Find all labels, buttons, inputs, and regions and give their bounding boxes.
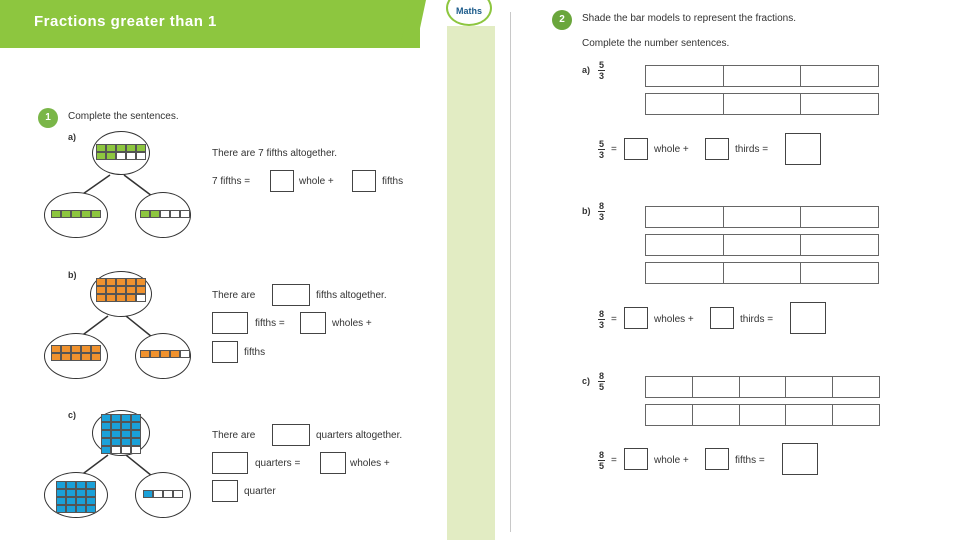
q2b-fraction-numerator: 8 xyxy=(598,201,604,211)
q2a-result-box[interactable] xyxy=(785,133,821,165)
q1a-whole-answer-box[interactable] xyxy=(270,170,294,192)
logo-text: Maths xyxy=(455,6,482,16)
q2a-bar-model-2[interactable] xyxy=(645,93,879,115)
q2c-bar-model-2[interactable] xyxy=(645,404,880,426)
q1b-label: b) xyxy=(68,270,77,280)
q1a-sentence-2-mid: whole + xyxy=(299,176,334,187)
q1b-whole-bars xyxy=(96,278,146,302)
q2a-thirds-box[interactable] xyxy=(705,138,729,160)
q2a-text-1: whole + xyxy=(654,144,689,155)
q2c-bar-model-1[interactable] xyxy=(645,376,880,398)
q1c-part-bar-right xyxy=(143,490,183,498)
q2a-equals: = xyxy=(611,144,617,155)
q2a-fraction xyxy=(598,60,605,81)
page-title: Fractions greater than 1 xyxy=(34,13,217,30)
q1b-sentence-3-end: fifths xyxy=(244,347,266,358)
q2a-sentence-fraction xyxy=(598,139,605,160)
q1b-part-bars-left xyxy=(51,345,101,361)
q1a-sentence-2-end: fifths xyxy=(382,176,404,187)
q2b-equals: = xyxy=(611,314,617,325)
q2b-fraction xyxy=(598,201,605,222)
q2b-bar-model-1[interactable] xyxy=(645,206,879,228)
q1b-total-fifths-box[interactable] xyxy=(272,284,310,306)
q2b-bar-model-2[interactable] xyxy=(645,234,879,256)
q1c-sentence-1-end: quarters altogether. xyxy=(316,430,403,441)
q1b-sentence-1-start: There are xyxy=(212,290,256,301)
q1a-sentence-1: There are 7 fifths altogether. xyxy=(212,148,338,159)
q1-instruction: Complete the sentences. xyxy=(68,111,179,122)
q2c-text-1: whole + xyxy=(654,455,689,466)
q2-instruction-1: Shade the bar models to represent the fractions. xyxy=(582,13,797,24)
q2b-thirds-box[interactable] xyxy=(710,307,734,329)
q1a-sentence-2-start: 7 fifths = xyxy=(212,176,251,187)
q1c-label: c) xyxy=(68,410,77,420)
q1b-sentence-2-end: wholes + xyxy=(332,318,372,329)
q2-instruction-2: Complete the number sentences. xyxy=(582,38,730,49)
q2b-label: b) xyxy=(582,206,591,216)
q1c-sentence-3-end: quarter xyxy=(244,486,276,497)
q2c-fifths-box[interactable] xyxy=(705,448,729,470)
q1a-part-bar-right xyxy=(140,210,190,218)
q2a-label: a) xyxy=(582,65,591,75)
q2b-wholes-box[interactable] xyxy=(624,307,648,329)
q1b-sentence-2-mid: fifths = xyxy=(255,318,285,329)
q1c-whole-bars xyxy=(101,414,141,454)
q2c-fraction xyxy=(598,371,605,392)
q2c-fraction-numerator: 8 xyxy=(598,371,604,381)
q2c-sentence-fraction xyxy=(598,450,605,471)
q1a-whole-bars xyxy=(96,144,146,160)
q1a-label: a) xyxy=(68,132,77,142)
q1b-remaining-fifths-box[interactable] xyxy=(212,341,238,363)
q1c-total-quarters-box[interactable] xyxy=(272,424,310,446)
q2b-sentence-denominator: 3 xyxy=(598,320,604,330)
q2c-result-box[interactable] xyxy=(782,443,818,475)
q1a-fifths-answer-box[interactable] xyxy=(352,170,376,192)
q1b-part-bar-right xyxy=(140,350,190,358)
q1c-part-bars-left xyxy=(56,481,96,513)
q2a-bar-model-1[interactable] xyxy=(645,65,879,87)
q2a-whole-box[interactable] xyxy=(624,138,648,160)
q2c-equals: = xyxy=(611,455,617,466)
q2b-fraction-denominator: 3 xyxy=(598,212,604,222)
q1a-part-bar-left xyxy=(51,210,101,218)
q2b-sentence-numerator: 8 xyxy=(598,309,604,319)
q1c-sentence-2-mid: quarters = xyxy=(255,458,301,469)
q1c-sentence-2-end: wholes + xyxy=(350,458,390,469)
q2c-text-2: fifths = xyxy=(735,455,765,466)
q2a-text-2: thirds = xyxy=(735,144,769,155)
q1c-wholes-box[interactable] xyxy=(320,452,346,474)
q2a-fraction-denominator: 3 xyxy=(598,71,604,81)
q2b-result-box[interactable] xyxy=(790,302,826,334)
q1b-wholes-box[interactable] xyxy=(300,312,326,334)
q2b-bar-model-3[interactable] xyxy=(645,262,879,284)
q2a-sentence-denominator: 3 xyxy=(598,150,604,160)
q1b-fifths-box[interactable] xyxy=(212,312,248,334)
q1c-remaining-quarter-box[interactable] xyxy=(212,480,238,502)
q1c-sentence-1-start: There are xyxy=(212,430,256,441)
q2c-sentence-numerator: 8 xyxy=(598,450,604,460)
q2b-sentence-fraction xyxy=(598,309,605,330)
q1c-quarters-box[interactable] xyxy=(212,452,248,474)
question-1-badge: 1 xyxy=(38,108,58,128)
q2c-whole-box[interactable] xyxy=(624,448,648,470)
q2a-sentence-numerator: 5 xyxy=(598,139,604,149)
question-2-badge: 2 xyxy=(552,10,572,30)
q2c-sentence-denominator: 5 xyxy=(598,461,604,471)
q2b-text-2: thirds = xyxy=(740,314,774,325)
q2a-fraction-numerator: 5 xyxy=(598,60,604,70)
q2b-text-1: wholes + xyxy=(654,314,694,325)
q1b-sentence-1-end: fifths altogether. xyxy=(316,290,387,301)
q2c-label: c) xyxy=(582,376,591,386)
q2c-fraction-denominator: 5 xyxy=(598,382,604,392)
